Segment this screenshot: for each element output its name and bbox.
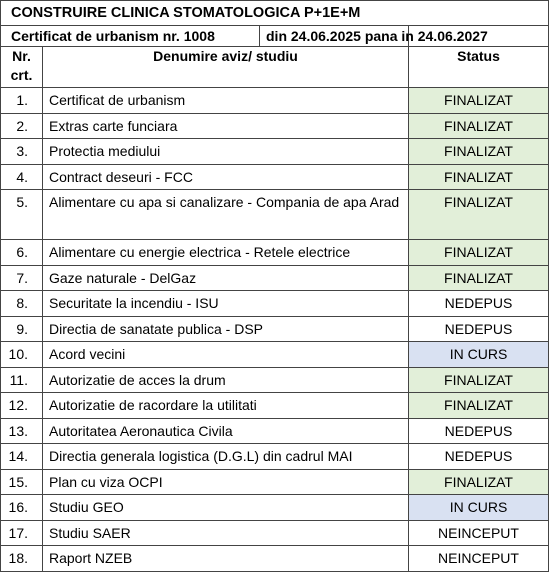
table-row	[1, 367, 549, 393]
status-badge: NEDEPUS	[409, 291, 549, 317]
row-name: Gaze naturale - DelGaz	[43, 265, 409, 291]
row-name: Extras carte funciara	[43, 113, 409, 139]
table-row	[1, 393, 549, 419]
status-badge: NEDEPUS	[409, 444, 549, 470]
header-row	[1, 47, 549, 88]
table-row	[1, 240, 549, 266]
status-badge: FINALIZAT	[409, 139, 549, 165]
table-row	[1, 520, 549, 546]
row-name: Directia de sanatate publica - DSP	[43, 316, 409, 342]
table-row	[1, 495, 549, 521]
row-name: Autorizatie de acces la drum	[43, 367, 409, 393]
row-name: Protectia mediului	[43, 139, 409, 165]
row-number: 10.	[1, 342, 43, 368]
row-name: Securitate la incendiu - ISU	[43, 291, 409, 317]
table-row	[1, 418, 549, 444]
table-row	[1, 342, 549, 368]
status-badge: FINALIZAT	[409, 113, 549, 139]
status-badge: FINALIZAT	[409, 367, 549, 393]
certificate-validity	[266, 26, 549, 47]
row-name: Studiu GEO	[43, 495, 409, 521]
status-badge: FINALIZAT	[409, 240, 549, 266]
row-name: Directia generala logistica (D.G.L) din cadrul MAI	[43, 444, 409, 470]
status-badge: FINALIZAT	[409, 469, 549, 495]
table-row	[1, 113, 549, 139]
row-number: 4.	[1, 164, 43, 190]
table-row	[1, 291, 549, 317]
row-number: 11.	[1, 367, 43, 393]
row-number: 7.	[1, 265, 43, 291]
status-badge: FINALIZAT	[409, 265, 549, 291]
row-number: 15.	[1, 469, 43, 495]
table-row	[1, 190, 549, 240]
status-badge: NEINCEPUT	[409, 520, 549, 546]
header-name: Denumire aviz/ studiu	[43, 47, 409, 88]
header-status: Status	[409, 47, 549, 88]
row-number: 6.	[1, 240, 43, 266]
table-row	[1, 139, 549, 165]
header-nr-line2: crt.	[10, 67, 33, 83]
row-name: Certificat de urbanism	[43, 88, 409, 114]
status-badge: NEINCEPUT	[409, 546, 549, 572]
row-number: 1.	[1, 88, 43, 114]
row-name: Alimentare cu apa si canalizare - Compania de apa Arad	[43, 190, 409, 240]
row-number: 5.	[1, 190, 43, 240]
document-title: CONSTRUIRE CLINICA STOMATOLOGICA P+1E+M	[1, 1, 549, 26]
row-name: Acord vecini	[43, 342, 409, 368]
row-name: Autorizatie de racordare la utilitati	[43, 393, 409, 419]
row-number: 2.	[1, 113, 43, 139]
table-row	[1, 88, 549, 114]
status-badge: FINALIZAT	[409, 88, 549, 114]
row-name: Plan cu viza OCPI	[43, 469, 409, 495]
row-number: 8.	[1, 291, 43, 317]
table-row	[1, 265, 549, 291]
row-name: Contract deseuri - FCC	[43, 164, 409, 190]
row-number: 17.	[1, 520, 43, 546]
table-row	[1, 546, 549, 572]
header-nr	[1, 47, 43, 88]
row-name: Studiu SAER	[43, 520, 409, 546]
table-row	[1, 316, 549, 342]
row-number: 18.	[1, 546, 43, 572]
certificate-divider	[259, 26, 260, 46]
row-number: 16.	[1, 495, 43, 521]
table-row	[1, 164, 549, 190]
status-badge: IN CURS	[409, 342, 549, 368]
row-number: 13.	[1, 418, 43, 444]
status-badge: FINALIZAT	[409, 190, 549, 240]
certificate-row	[1, 26, 549, 47]
status-badge: NEDEPUS	[409, 418, 549, 444]
certificate-number: Certificat de urbanism nr. 1008	[1, 26, 409, 47]
certificate-validity-text: din 24.06.2025 pana in 24.06.2027	[266, 28, 488, 44]
row-number: 12.	[1, 393, 43, 419]
table-body	[1, 1, 549, 572]
table-row	[1, 444, 549, 470]
status-badge: FINALIZAT	[409, 164, 549, 190]
status-badge: FINALIZAT	[409, 393, 549, 419]
title-row	[1, 1, 549, 26]
header-nr-line1: Nr.	[12, 48, 31, 64]
status-badge: NEDEPUS	[409, 316, 549, 342]
row-name: Autoritatea Aeronautica Civila	[43, 418, 409, 444]
row-name: Raport NZEB	[43, 546, 409, 572]
row-name: Alimentare cu energie electrica - Retele electrice	[43, 240, 409, 266]
row-number: 3.	[1, 139, 43, 165]
row-number: 9.	[1, 316, 43, 342]
table-row	[1, 469, 549, 495]
status-badge: IN CURS	[409, 495, 549, 521]
row-number: 14.	[1, 444, 43, 470]
